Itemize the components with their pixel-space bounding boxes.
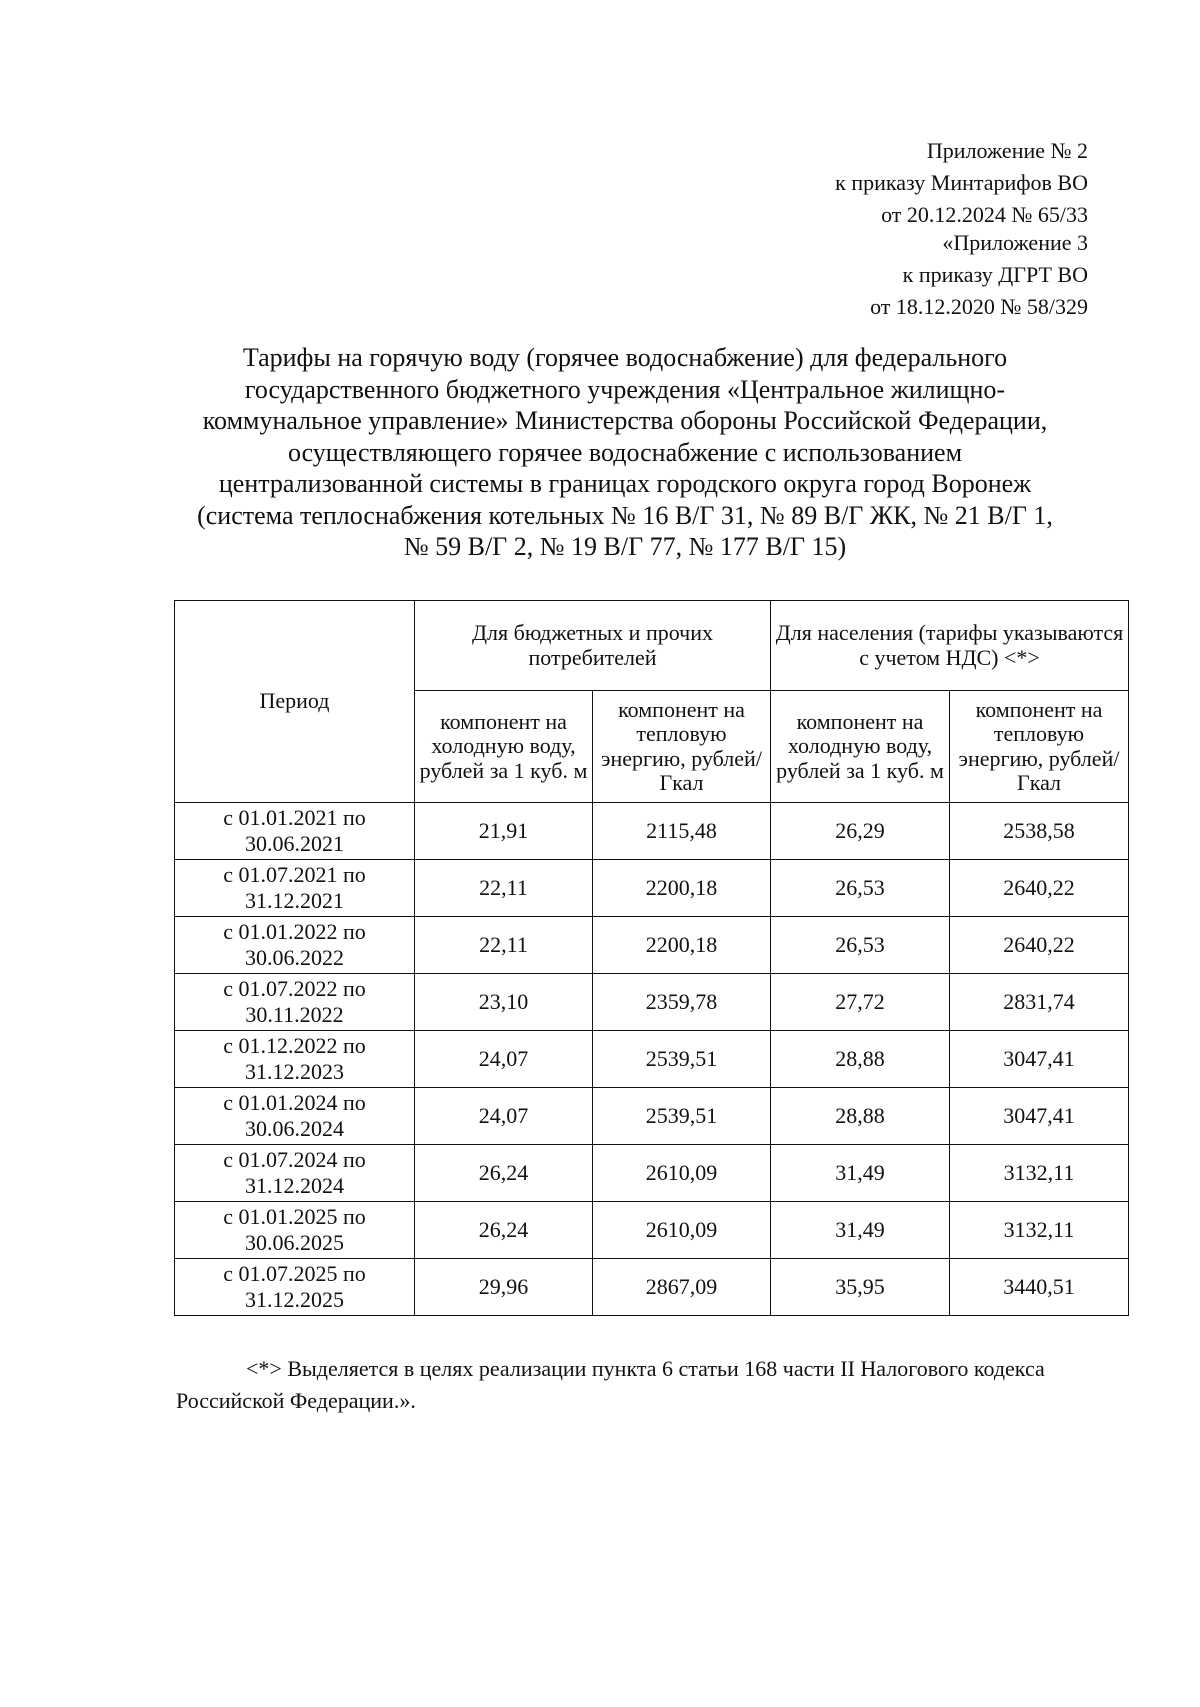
period-column-header: Период [175, 601, 415, 803]
budget-heat-value: 2200,18 [593, 917, 771, 974]
appendix-2-line: от 20.12.2024 № 65/33 [881, 202, 1088, 227]
tariff-table [174, 600, 1129, 1316]
period-to: 31.12.2024 [245, 1173, 344, 1198]
table-row [175, 974, 1129, 1031]
period-cell [175, 917, 415, 974]
budget-consumers-header: Для бюджетных и прочих потребителей [415, 601, 771, 691]
population-cold-water-header: компонент на холодную воду, рублей за 1 куб. м [771, 691, 950, 803]
footnote [176, 1353, 1128, 1417]
period-to: 30.11.2022 [245, 1002, 344, 1027]
period-to: 30.06.2025 [245, 1230, 344, 1255]
population-cold-value: 31,49 [771, 1145, 950, 1202]
title-line: осуществляющего горячее водоснабжение с использованием [287, 437, 963, 467]
title-line: государственного бюджетного учреждения «Центральное жилищно- [244, 374, 1006, 404]
population-heat-value: 3047,41 [950, 1031, 1129, 1088]
budget-cold-value: 23,10 [415, 974, 593, 1031]
period-from: с 01.07.2025 по [223, 1261, 366, 1286]
title-line: (система теплоснабжения котельных № 16 В/Г 31, № 89 В/Г ЖК, № 21 В/Г 1, [197, 500, 1053, 530]
population-cold-value: 35,95 [771, 1259, 950, 1316]
table-row [175, 917, 1129, 974]
period-cell [175, 1031, 415, 1088]
period-to: 31.12.2021 [245, 888, 344, 913]
appendix-2-line: к приказу Минтарифов ВО [835, 170, 1088, 195]
appendix-3-line: к приказу ДГРТ ВО [902, 262, 1088, 287]
budget-heat-value: 2610,09 [593, 1202, 771, 1259]
title-line: № 59 В/Г 2, № 19 В/Г 77, № 177 В/Г 15) [403, 532, 847, 561]
population-cold-value: 31,49 [771, 1202, 950, 1259]
budget-heat-value: 2610,09 [593, 1145, 771, 1202]
table-row [175, 1145, 1129, 1202]
population-cold-value: 26,29 [771, 803, 950, 860]
title-line: централизованной системы в границах городского округа город Воронеж [218, 469, 1032, 498]
population-heat-energy-header: компонент на тепловую энергию, рублей/Гкал [950, 691, 1129, 803]
budget-heat-value: 2867,09 [593, 1259, 771, 1316]
period-cell [175, 1259, 415, 1316]
period-from: с 01.01.2021 по [223, 805, 366, 830]
population-cold-value: 28,88 [771, 1031, 950, 1088]
budget-heat-energy-header: компонент на тепловую энергию, рублей/Гкал [593, 691, 771, 803]
period-from: с 01.07.2024 по [223, 1147, 366, 1172]
population-heat-value: 2640,22 [950, 860, 1129, 917]
population-cold-value: 26,53 [771, 917, 950, 974]
period-to: 31.12.2025 [245, 1287, 344, 1312]
appendix-3-line: «Приложение 3 [942, 230, 1088, 255]
budget-cold-value: 24,07 [415, 1088, 593, 1145]
population-heat-value: 2640,22 [950, 917, 1129, 974]
footnote-line: Российской Федерации.». [176, 1388, 416, 1413]
period-cell [175, 803, 415, 860]
budget-heat-value: 2539,51 [593, 1088, 771, 1145]
appendix-2-reference [835, 135, 1088, 231]
period-cell [175, 860, 415, 917]
period-from: с 01.01.2024 по [223, 1090, 366, 1115]
document-title [150, 342, 1100, 563]
period-to: 30.06.2024 [245, 1116, 344, 1141]
population-heat-value: 2538,58 [950, 803, 1129, 860]
budget-cold-value: 26,24 [415, 1145, 593, 1202]
title-line: коммунальное управление» Министерства обороны Российской Федерации, [202, 406, 1048, 435]
population-cold-value: 26,53 [771, 860, 950, 917]
budget-cold-value: 22,11 [415, 860, 593, 917]
period-from: с 01.12.2022 по [223, 1033, 366, 1058]
table-row [175, 1202, 1129, 1259]
appendix-3-line: от 18.12.2020 № 58/329 [870, 294, 1088, 319]
period-to: 31.12.2023 [245, 1059, 344, 1084]
period-to: 30.06.2022 [245, 945, 344, 970]
period-from: с 01.01.2025 по [223, 1204, 366, 1229]
budget-cold-value: 29,96 [415, 1259, 593, 1316]
budget-cold-value: 21,91 [415, 803, 593, 860]
period-from: с 01.01.2022 по [223, 919, 366, 944]
period-to: 30.06.2021 [245, 831, 344, 856]
population-heat-value: 3440,51 [950, 1259, 1129, 1316]
budget-heat-value: 2539,51 [593, 1031, 771, 1088]
appendix-3-reference [870, 227, 1088, 323]
budget-heat-value: 2200,18 [593, 860, 771, 917]
period-from: с 01.07.2022 по [223, 976, 366, 1001]
budget-cold-value: 26,24 [415, 1202, 593, 1259]
population-heat-value: 3132,11 [950, 1145, 1129, 1202]
footnote-line: <*> Выделяется в целях реализации пункта 6 статьи 168 части II Налогового кодекса [246, 1356, 1045, 1381]
period-cell [175, 1145, 415, 1202]
period-cell [175, 1202, 415, 1259]
budget-heat-value: 2359,78 [593, 974, 771, 1031]
table-row [175, 1259, 1129, 1316]
budget-cold-water-header: компонент на холодную воду, рублей за 1 куб. м [415, 691, 593, 803]
period-cell [175, 974, 415, 1031]
table-row [175, 1031, 1129, 1088]
table-row [175, 1088, 1129, 1145]
population-cold-value: 28,88 [771, 1088, 950, 1145]
budget-heat-value: 2115,48 [593, 803, 771, 860]
population-cold-value: 27,72 [771, 974, 950, 1031]
period-cell [175, 1088, 415, 1145]
table-row [175, 803, 1129, 860]
appendix-2-line: Приложение № 2 [926, 138, 1088, 163]
population-heat-value: 3047,41 [950, 1088, 1129, 1145]
budget-cold-value: 24,07 [415, 1031, 593, 1088]
period-from: с 01.07.2021 по [223, 862, 366, 887]
table-row [175, 860, 1129, 917]
population-heat-value: 2831,74 [950, 974, 1129, 1031]
budget-cold-value: 22,11 [415, 917, 593, 974]
table-header-row [175, 601, 1129, 691]
population-heat-value: 3132,11 [950, 1202, 1129, 1259]
population-header: Для населения (тарифы указываются с учетом НДС) <*> [771, 601, 1129, 691]
title-line: Тарифы на горячую воду (горячее водоснабжение) для федерального [242, 343, 1008, 372]
